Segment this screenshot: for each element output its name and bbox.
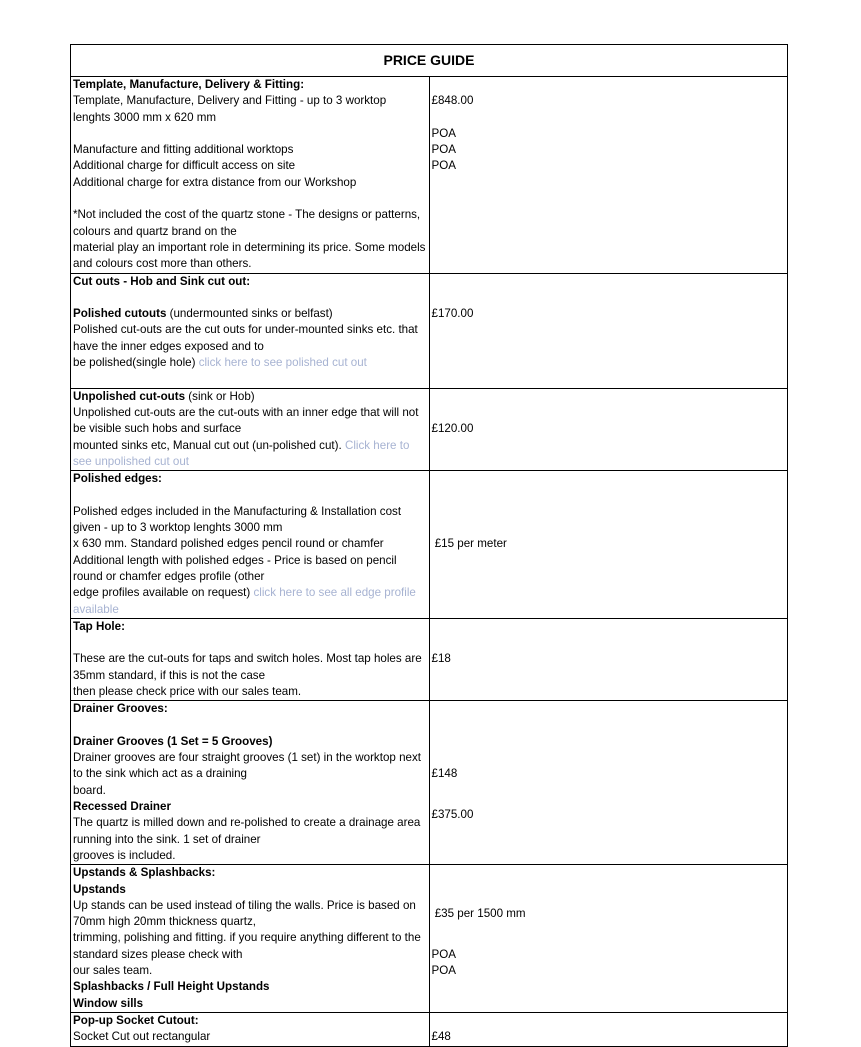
section-heading: Upstands & Splashbacks: — [73, 866, 216, 880]
line: x 630 mm. Standard polished edges pencil round or chamfer — [73, 537, 384, 551]
line: Drainer grooves are four straight grooves (1 set) in the worktop next to the sink which act as a draining — [73, 751, 421, 781]
line: Polished edges included in the Manufacturing & Installation cost given - up to 3 worktop lenghts 3000 mm — [73, 504, 402, 535]
line: then please check price with our sales team. — [73, 684, 302, 698]
section-heading: Cut outs - Hob and Sink cut out: — [73, 274, 251, 288]
section-heading: Polished edges: — [73, 472, 162, 486]
price: POA — [431, 143, 456, 157]
section-unpolished — [71, 388, 788, 470]
price: £170.00 — [431, 307, 474, 321]
item-title: Polished cutouts — [73, 307, 167, 321]
item-title: Splashbacks / Full Height Upstands — [73, 980, 270, 994]
line: Additional charge for difficult access on site — [73, 159, 296, 173]
line: Template, Manufacture, Delivery and Fitting - up to 3 worktop lenghts 3000 mm x 620 mm — [73, 94, 387, 124]
item-title: Window sills — [73, 996, 144, 1010]
line: The quartz is milled down and re-polished to create a drainage area running into the sink. 1 set of drainer — [73, 816, 421, 846]
section-heading: Drainer Grooves: — [73, 702, 168, 716]
line: Manufacture and fitting additional worktops — [73, 143, 294, 157]
line: be polished(single hole) — [73, 356, 199, 370]
edge-profile-link[interactable]: click here to see all edge profile available — [73, 586, 416, 616]
price-guide-title: PRICE GUIDE — [71, 45, 788, 77]
line: Additional length with polished edges - Price is based on pencil round or chamfer edges profile (other — [73, 553, 397, 583]
section-drainer — [71, 701, 788, 865]
item-subtitle: (sink or Hob) — [185, 389, 255, 403]
line: Polished cut-outs are the cut outs for under-mounted sinks etc. that have the inner edges exposed and to — [73, 323, 418, 353]
line: board. — [73, 783, 106, 797]
price: £375.00 — [431, 808, 474, 822]
line: Additional charge for extra distance from our Workshop — [73, 175, 357, 189]
section-heading: Tap Hole: — [73, 619, 125, 633]
price: £15 per meter — [431, 537, 507, 551]
price: £148 — [431, 767, 458, 781]
line: our sales team. — [73, 964, 153, 978]
section-heading: Template, Manufacture, Delivery & Fitting: — [73, 78, 305, 91]
line: trimming, polishing and fitting. if you require anything different to the standard sizes please check with — [73, 931, 421, 961]
price: £48 — [431, 1030, 451, 1044]
price-guide-sheet — [70, 44, 788, 1047]
item-title: Unpolished cut-outs — [73, 389, 186, 403]
note-line: *Not included the cost of the quartz stone - The designs or patterns, colours and quartz brand on the — [73, 208, 421, 238]
price: POA — [431, 964, 456, 978]
item-title: Upstands — [73, 882, 126, 896]
price: £35 per 1500 mm — [431, 906, 526, 920]
section-heading: Pop-up Socket Cutout: — [73, 1013, 199, 1027]
item-title: Drainer Grooves (1 Set = 5 Grooves) — [73, 734, 273, 748]
line: Unpolished cut-outs are the cut-outs with an inner edge that will not be visible such hobs and surface — [73, 405, 419, 436]
unpolished-cutout-link[interactable]: Click here to see unpolished cut out — [73, 438, 410, 468]
line: edge profiles available on request) — [73, 586, 254, 600]
title-row — [71, 45, 788, 77]
line: grooves is included. — [73, 848, 176, 862]
price: £120.00 — [431, 422, 474, 436]
line: These are the cut-outs for taps and switch holes. Most tap holes are 35mm standard, if this is not the case — [73, 652, 422, 682]
line: Up stands can be used instead of tiling the walls. Price is based on 70mm high 20mm thickness quartz, — [73, 898, 416, 929]
section-polished-edges — [71, 471, 788, 619]
section-template — [71, 77, 788, 274]
price: POA — [431, 159, 456, 173]
line: Socket Cut out rectangular — [73, 1030, 211, 1044]
section-cutouts — [71, 273, 788, 388]
price: £848.00 — [431, 94, 474, 108]
price-guide-table — [70, 44, 788, 1047]
line: mounted sinks etc, Manual cut out (un-polished cut). — [73, 438, 345, 452]
price: POA — [431, 126, 456, 140]
item-subtitle: (undermounted sinks or belfast) — [166, 307, 333, 321]
item-title: Recessed Drainer — [73, 800, 171, 814]
polished-cutout-link[interactable]: click here to see polished cut out — [198, 356, 367, 370]
price: POA — [431, 947, 456, 961]
note-line: material play an important role in determining its price. Some models and colours cost more than others. — [73, 240, 426, 271]
section-tap-hole — [71, 618, 788, 700]
price: £18 — [431, 652, 451, 666]
section-socket — [71, 1012, 788, 1046]
section-upstands — [71, 865, 788, 1013]
